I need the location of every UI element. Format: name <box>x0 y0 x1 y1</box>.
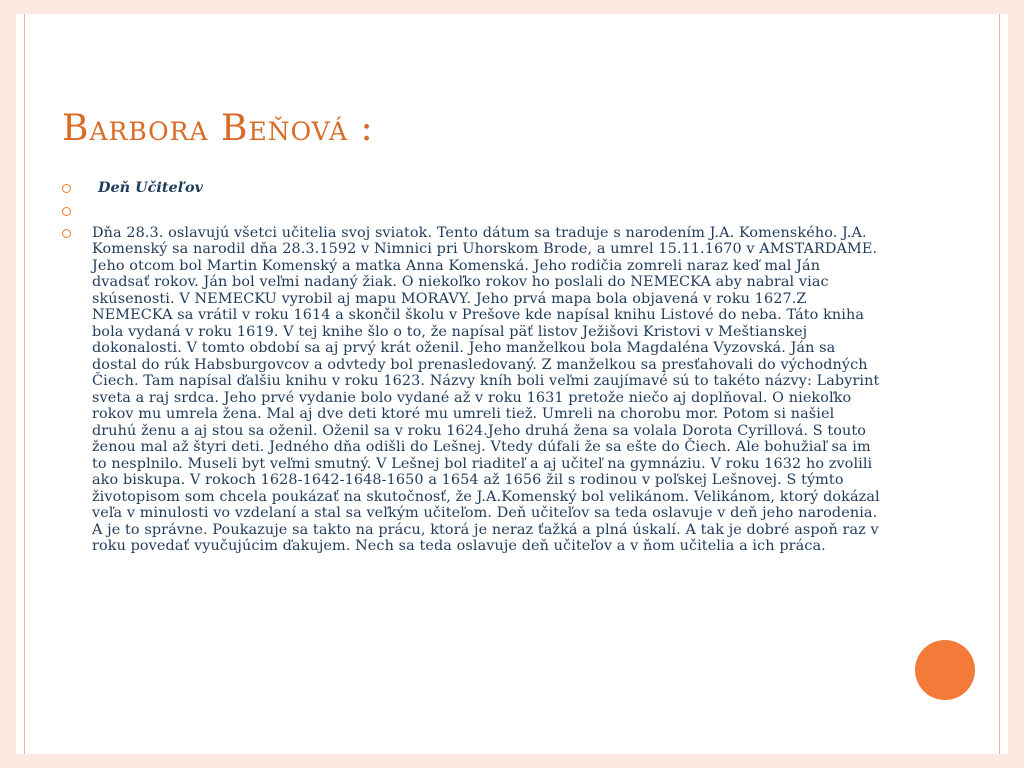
bullet-item-empty[interactable] <box>62 203 882 219</box>
slide-title[interactable]: Barbora Beňová : <box>62 108 374 149</box>
slide-content[interactable] <box>62 180 882 561</box>
bullet-item-subtitle[interactable] <box>62 180 882 197</box>
left-border-line <box>24 14 25 754</box>
bullet-item-body[interactable] <box>62 225 882 555</box>
circle-bullet-icon <box>62 229 71 238</box>
subtitle-text: Deň Učiteľov <box>98 179 203 196</box>
circle-bullet-icon <box>62 207 71 216</box>
circle-bullet-icon <box>62 184 71 193</box>
orange-circle-decoration <box>915 640 975 700</box>
right-border-line <box>999 14 1000 754</box>
body-paragraph: Dňa 28.3. oslavujú všetci učitelia svoj sviatok. Tento dátum sa traduje s narodením J.A. Komenského. J.A. Komenský sa narodil dňa 28.3.1592 v Nimnici pri Uhorskom Brode, a umrel 15.11.1670 v AMSTARDAME. Jeho otcom bol Martin Komenský a matka Anna Komenská. Jeho rodičia zomreli naraz keď mal Ján dvadsať rokov. Ján bol veľmi nadaný žiak. O niekoľko rokov ho poslali do NEMECKA aby nabral viac skúsenosti. V NEMECKU vyrobil aj mapu MORAVY. Jeho prvá mapa bola objavená v roku 1627.Z NEMECKA sa vrátil v roku 1614 a skončil školu v Prešove kde napísal knihu Listové do neba. Táto kniha bola vydaná v roku 1619. V tej knihe šlo o to, že napísal päť listov Ježišovi Kristovi v Meštianskej dokonalosti. V tomto období sa aj prvý krát oženil. Jeho manželkou bola Magdaléna Vyzovská. Ján sa dostal do rúk Habsburgovcov a odvtedy bol prenasledovaný. Z manželkou sa presťahovali do východných Čiech. Tam napísal ďalšiu knihu v roku 1623. Názvy kníh boli veľmi zaujímavé sú to takéto názvy: Labyrint sveta a raj srdca. Jeho prvé vydanie bolo vydané až v roku 1631 pretože niečo aj doplňoval. O niekoľko rokov mu umrela žena. Mal aj dve deti ktoré mu umreli tiež. Umreli na chorobu mor. Potom si našiel druhú ženu a aj stou sa oženil. Oženil sa v roku 1624.Jeho druhá žena sa volala Dorota Cyrillová. S touto ženou mal až štyri deti. Jedného dňa odišli do Lešnej. Vtedy dúfali že sa ešte do Čiech. Ale bohužiaľ sa im to nesplnilo. Museli byt veľmi smutný. V Lešnej bol riaditeľ a aj učiteľ na gymnáziu. V roku 1632 ho zvolili ako biskupa. V rokoch 1628-1642-1648-1650 a 1654 až 1656 žil s rodinou v poľskej Lešnovej. S týmto životopisom som chcela poukázať na skutočnosť, že J.A.Komenský bol velikánom. Velikánom, ktorý dokázal veľa v minulosti vo vzdelaní a stal sa veľkým učiteľom. Deň učiteľov sa teda oslavuje v deň jeho narodenia. A je to správne. Poukazuje sa takto na prácu, ktorá je neraz ťažká a plná úskalí. A tak je dobré aspoň raz v roku povedať vyučujúcim ďakujem. Nech sa teda oslavuje deň učiteľov a v ňom učitelia a ich práca. <box>92 224 880 554</box>
empty-line <box>92 203 882 219</box>
